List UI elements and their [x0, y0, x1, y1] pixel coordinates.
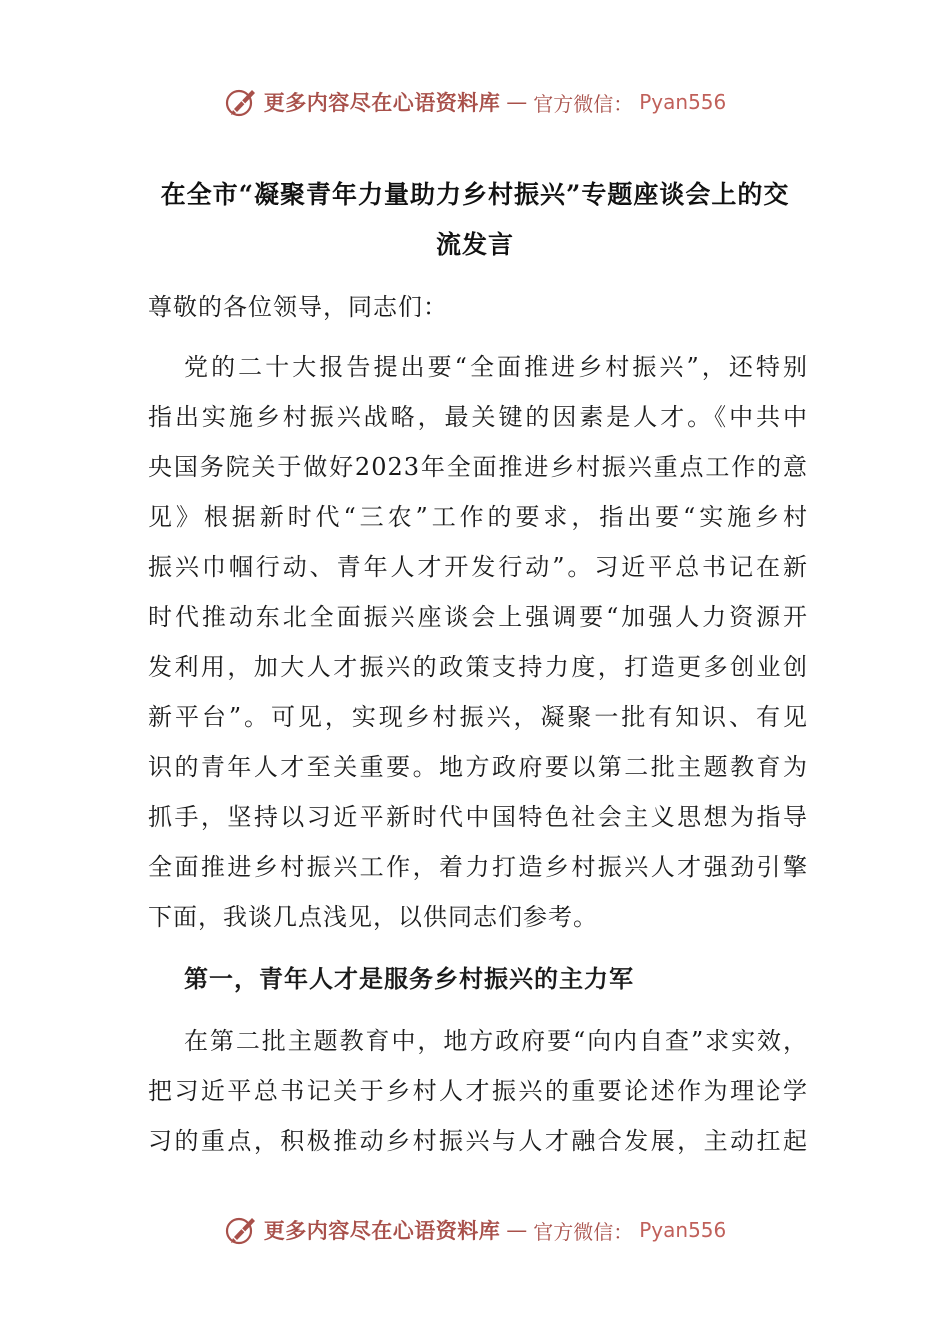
- paragraph-1-line: 新平台”。可见，实现乡村振兴，凝聚一批有知识、有见: [148, 703, 808, 731]
- header-banner: [0, 80, 950, 124]
- paragraph-1-line: 见》根据新时代“三农”工作的要求，指出要“实施乡村: [148, 503, 808, 531]
- paragraph-1-line: 抓手，坚持以习近平新时代中国特色社会主义思想为指导: [148, 803, 808, 831]
- paragraph-1-line: 指出实施乡村振兴战略，最关键的因素是人才。《中共中: [148, 403, 808, 431]
- page-title-line-1: 在全市“凝聚青年力量助力乡村振兴”专题座谈会上的交: [160, 180, 790, 209]
- paragraph-2-line: 习的重点，积极推动乡村振兴与人才融合发展，主动扛起: [148, 1127, 808, 1155]
- salutation: 尊敬的各位领导，同志们：: [148, 293, 448, 321]
- paragraph-1-line: 全面推进乡村振兴工作，着力打造乡村振兴人才强劲引擎: [148, 853, 808, 881]
- page-title-line-2: 流发言: [435, 230, 514, 259]
- paragraph-1-line: 下面，我谈几点浅见，以供同志们参考。: [148, 903, 598, 931]
- banner-dash: —: [506, 90, 528, 114]
- banner-wechat-id: Pyan556: [639, 90, 727, 114]
- paragraph-1-line: 时代推动东北全面振兴座谈会上强调要“加强人力资源开: [148, 603, 808, 631]
- paragraph-1-line: 发利用，加大人才振兴的政策支持力度，打造更多创业创: [148, 653, 808, 681]
- quill-logo-icon: [224, 85, 258, 119]
- paragraph-1-line: 振兴巾帼行动、青年人才开发行动”。习近平总书记在新: [148, 553, 808, 581]
- banner-text: 更多内容尽在心语资料库: [263, 1218, 501, 1243]
- paragraph-2-line: 在第二批主题教育中，地方政府要“向内自查”求实效，: [184, 1027, 808, 1055]
- paragraph-2-line: 把习近平总书记关于乡村人才振兴的重要论述作为理论学: [148, 1077, 808, 1105]
- banner-wechat-label: 官方微信：: [533, 1219, 634, 1244]
- banner-dash: —: [506, 1218, 528, 1242]
- banner-text: 更多内容尽在心语资料库: [263, 90, 501, 115]
- quill-logo-icon: [224, 1213, 258, 1247]
- section-heading-1: 第一，青年人才是服务乡村振兴的主力军: [184, 964, 634, 993]
- banner-wechat-id: Pyan556: [639, 1218, 727, 1242]
- banner-wechat-label: 官方微信：: [533, 91, 634, 116]
- footer-banner: [0, 1208, 950, 1252]
- paragraph-1-line: 央国务院关于做好2023年全面推进乡村振兴重点工作的意: [148, 453, 808, 481]
- paragraph-1-line: 识的青年人才至关重要。地方政府要以第二批主题教育为: [148, 753, 808, 781]
- paragraph-1-line: 党的二十大报告提出要“全面推进乡村振兴”，还特别: [184, 353, 808, 381]
